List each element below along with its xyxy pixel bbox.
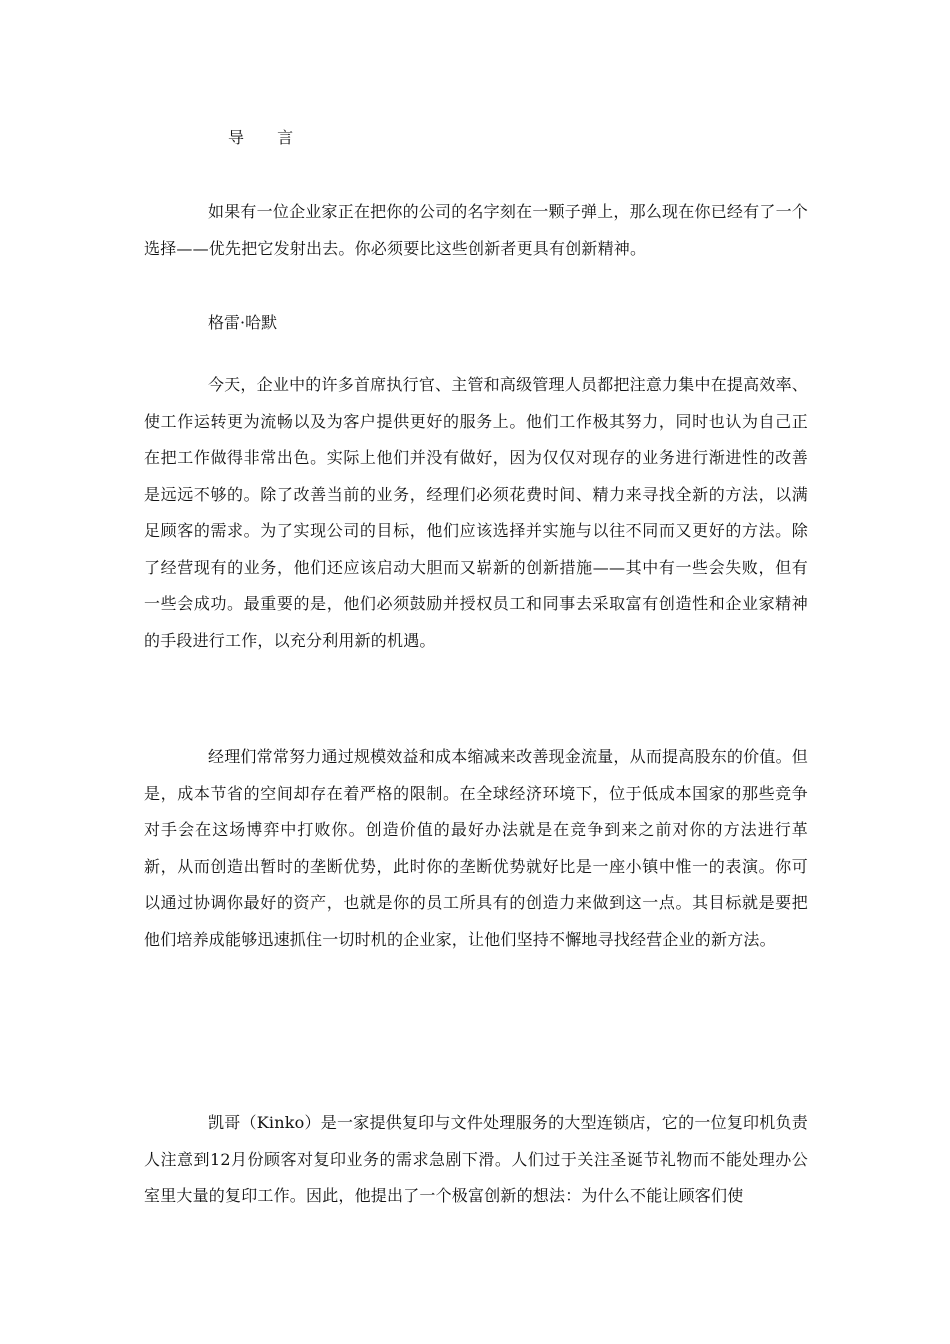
body-paragraph-3: 凯哥（Kinko）是一家提供复印与文件处理服务的大型连锁店，它的一位复印机负责人注意到12月份顾客对复印业务的需求急剧下滑。人们过于关注圣诞节礼物而不能处理办公室里大量的复印工作。因此，他提出了一个极富创新的想法：为什么不能让顾客们使 bbox=[144, 1113, 808, 1205]
page-heading: 导 言 bbox=[228, 128, 308, 147]
body-paragraph-1: 今天，企业中的许多首席执行官、主管和高级管理人员都把注意力集中在提高效率、使工作运转更为流畅以及为客户提供更好的服务上。他们工作极其努力，同时也认为自己正在把工作做得非常出色。实际上他们并没有做好，因为仅仅对现存的业务进行渐进性的改善是远远不够的。除了改善当前的业务，经理们必须花费时间、精力来寻找全新的方法，以满足顾客的需求。为了实现公司的目标，他们应该选择并实施与以往不同而又更好的方法。除了经营现有的业务，他们还应该启动大胆而又崭新的创新措施——其中有一些会失败，但有一些会成功。最重要的是，他们必须鼓励并授权员工和同事去采取富有创造性和企业家精神的手段进行工作，以充分利用新的机遇。 bbox=[144, 375, 808, 650]
body-paragraph-2: 经理们常常努力通过规模效益和成本缩减来改善现金流量，从而提高股东的价值。但是，成本节省的空间却存在着严格的限制。在全球经济环境下，位于低成本国家的那些竞争对手会在这场博弈中打败你。创造价值的最好办法就是在竞争到来之前对你的方法进行革新，从而创造出暂时的垄断优势，此时你的垄断优势就好比是一座小镇中惟一的表演。你可以通过协调你最好的资产，也就是你的员工所具有的创造力来做到这一点。其目标就是要把他们培养成能够迅速抓住一切时机的企业家，让他们坚持不懈地寻找经营企业的新方法。 bbox=[144, 747, 808, 949]
quote-attribution: 格雷·哈默 bbox=[208, 313, 278, 332]
epigraph-quote: 如果有一位企业家正在把你的公司的名字刻在一颗子弹上，那么现在你已经有了一个选择——优先把它发射出去。你必须要比这些创新者更具有创新精神。 bbox=[144, 202, 808, 258]
